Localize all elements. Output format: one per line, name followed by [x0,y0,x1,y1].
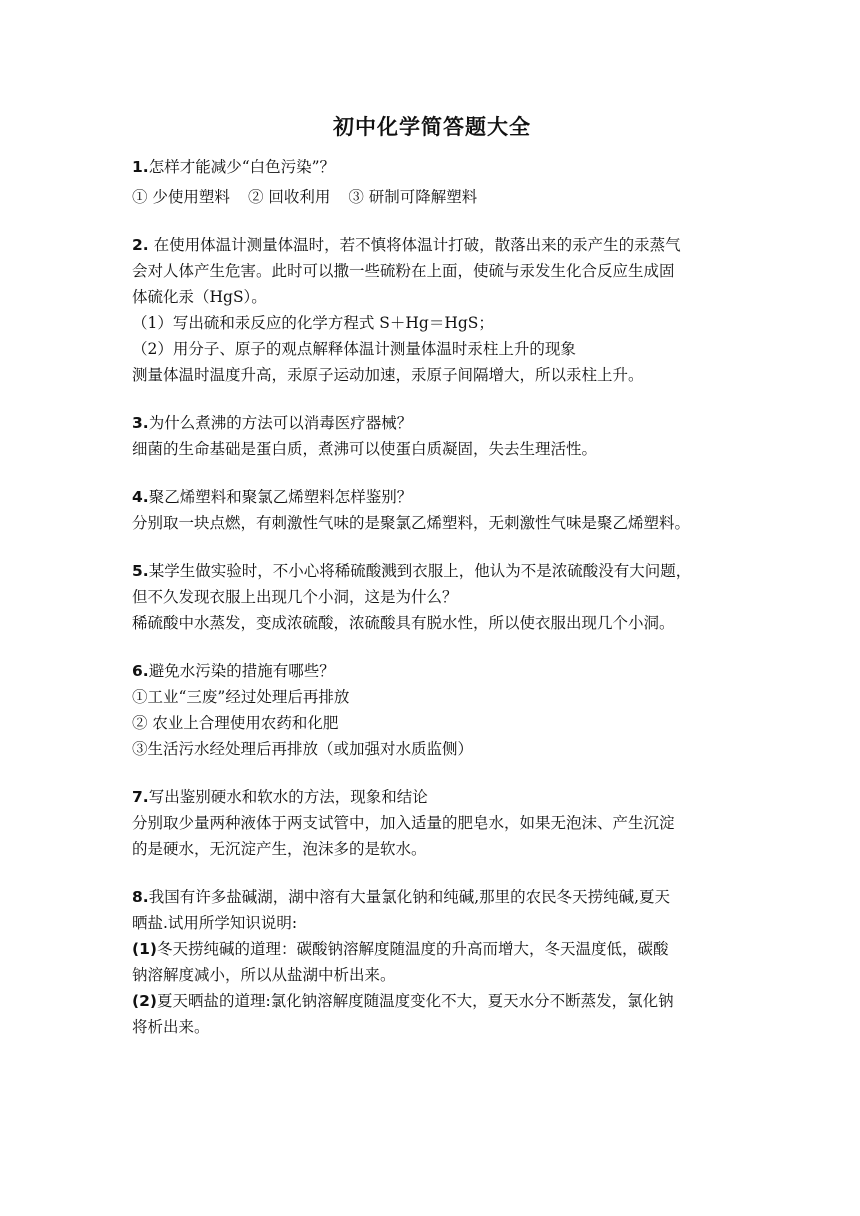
question-2-line-3: 体硫化汞（HgS）。 [132,288,267,306]
question-2-line-1 [132,232,732,258]
answer-8-1-line-2: 钠溶解度减小，所以从盐湖中析出来。 [132,966,396,984]
sub-answer-number: (2) [132,992,157,1010]
question-text: 某学生做实验时，不小心将稀硫酸溅到衣服上，他认为不是浓硫酸没有大问题， [148,562,692,580]
answer-6-item-2: ② 农业上合理使用农药和化肥 [132,714,339,732]
question-text: 在使用体温计测量体温时，若不慎将体温计打破，散落出来的汞产生的汞蒸气 [148,236,681,254]
answer-8-2-line-2: 将析出来。 [132,1018,210,1036]
answer-6-item-1: ①工业“三废”经过处理后再排放 [132,688,350,706]
question-text: 为什么煮沸的方法可以消毒医疗器械？ [148,414,413,432]
page-title: 初中化学简答题大全 [333,115,531,139]
question-number: 4. [132,488,149,506]
question-2-line-2: 会对人体产生危害。此时可以撒一些硫粉在上面，使硫与汞发生化合反应生成固 [132,262,675,280]
answer-5: 稀硫酸中水蒸发，变成浓硫酸，浓硫酸具有脱水性，所以使衣服出现几个小洞。 [132,614,675,632]
question-2-answer: 测量体温时温度升高，汞原子运动加速，汞原子间隔增大，所以汞柱上升。 [132,366,644,384]
question-text: 聚乙烯塑料和聚氯乙烯塑料怎样鉴别？ [148,488,413,506]
answer-7-line-2: 的是硬水，无沉淀产生，泡沫多的是软水。 [132,840,427,858]
question-8-line-1 [132,884,732,910]
document-page [132,112,732,1040]
question-text: 我国有许多盐碱湖，湖中溶有大量氯化钠和纯碱,那里的农民冬天捞纯碱,夏天 [148,888,671,906]
option-1: ① 少使用塑料 [132,188,230,206]
option-2: ② 回收利用 [247,188,331,206]
question-7 [132,784,732,810]
answer-8-1-line-1 [132,936,732,962]
sub-answer-number: (1) [132,940,157,958]
question-number: 2. [132,236,149,254]
sub-answer-text: 冬天捞纯碱的道理：碳酸钠溶解度随温度的升高而增大，冬天温度低，碳酸 [156,940,669,958]
question-number: 6. [132,662,149,680]
option-3: ③ 研制可降解塑料 [348,188,478,206]
answer-7-line-1: 分别取少量两种液体于两支试管中，加入适量的肥皂水，如果无泡沫、产生沉淀 [132,814,675,832]
question-number: 8. [132,888,149,906]
question-8-line-2: 晒盐.试用所学知识说明: [132,914,298,932]
question-text: 怎样才能减少“白色污染”？ [148,158,336,176]
question-number: 3. [132,414,149,432]
question-1 [132,154,732,180]
answer-4: 分别取一块点燃，有刺激性气味的是聚氯乙烯塑料，无刺激性气味是聚乙烯塑料。 [132,514,691,532]
answer-options [132,184,732,210]
answer-8-2-line-1 [132,988,732,1014]
question-number: 7. [132,788,149,806]
answer-3: 细菌的生命基础是蛋白质，煮沸可以使蛋白质凝固，失去生理活性。 [132,440,598,458]
question-number: 5. [132,562,149,580]
question-text: 避免水污染的措施有哪些？ [148,662,335,680]
answer-6-item-3: ③生活污水经处理后再排放（或加强对水质监侧） [132,740,474,758]
question-number: 1. [132,158,149,176]
question-5-line-2: 但不久发现衣服上出现几个小洞，这是为什么？ [132,588,458,606]
question-2-sub-2: （2）用分子、原子的观点解释体温计测量体温时汞柱上升的现象 [132,340,576,358]
question-2-sub-1: （1）写出硫和汞反应的化学方程式 S＋Hg＝HgS； [132,314,494,332]
question-text: 写出鉴别硬水和软水的方法，现象和结论 [148,788,428,806]
question-4 [132,484,732,510]
question-5-line-1 [132,558,732,584]
sub-answer-text: 夏天晒盐的道理:氯化钠溶解度随温度变化不大，夏天水分不断蒸发，氯化钠 [156,992,674,1010]
question-3 [132,410,732,436]
question-6 [132,658,732,684]
